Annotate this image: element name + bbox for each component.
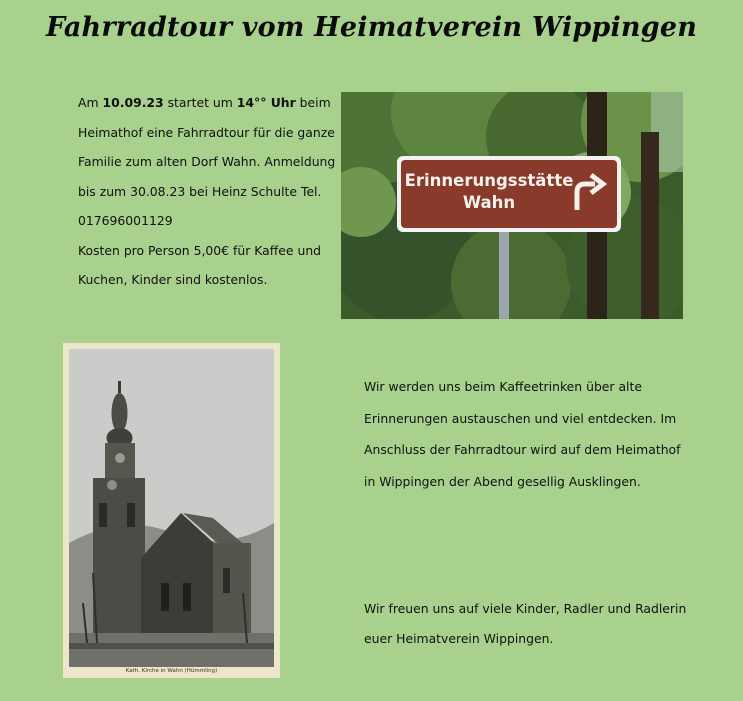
event-date: 10.09.23 xyxy=(102,95,164,110)
middle-paragraph: Wir werden uns beim Kaffeetrinken über alte Erinnerungen austauschen und viel entdecken. Im Anschluss der Fahrradtour wird auf dem Heimathof in Wippingen der Abend gesellig Ausklingen. xyxy=(364,379,681,489)
sign-label xyxy=(404,170,574,214)
intro-paragraph-1 xyxy=(78,88,343,236)
event-time: 14°° Uhr xyxy=(236,95,296,110)
church-illustration xyxy=(63,343,280,678)
middle-text xyxy=(364,371,694,497)
closing-paragraph: Wir freuen uns auf viele Kinder, Radler und Radlerin euer Heimatverein Wippingen. xyxy=(364,601,687,646)
page-title: Fahrradtour vom Heimatverein Wippingen xyxy=(45,12,698,43)
intro-text xyxy=(78,88,343,295)
intro-details: beim Heimathof eine Fahrradtour für die ganze Familie zum alten Dorf Wahn. Anmeldung bis zum 30.08.23 bei Heinz Schulte Tel. 017696001129 xyxy=(78,95,336,228)
intro-mid: startet um xyxy=(163,95,237,110)
closing-text xyxy=(364,594,694,654)
church-postcard xyxy=(63,343,280,678)
sign-line-1: Erinnerungsstätte xyxy=(404,171,574,190)
sign-line-2: Wahn xyxy=(462,193,516,212)
intro-paragraph-2: Kosten pro Person 5,00€ für Kaffee und Kuchen, Kinder sind kostenlos. xyxy=(78,242,322,287)
turn-right-arrow-icon xyxy=(569,172,609,214)
intro-prefix: Am xyxy=(78,95,103,110)
postcard-caption: Kath. Kirche in Wahn (Hümmling) xyxy=(125,668,218,674)
